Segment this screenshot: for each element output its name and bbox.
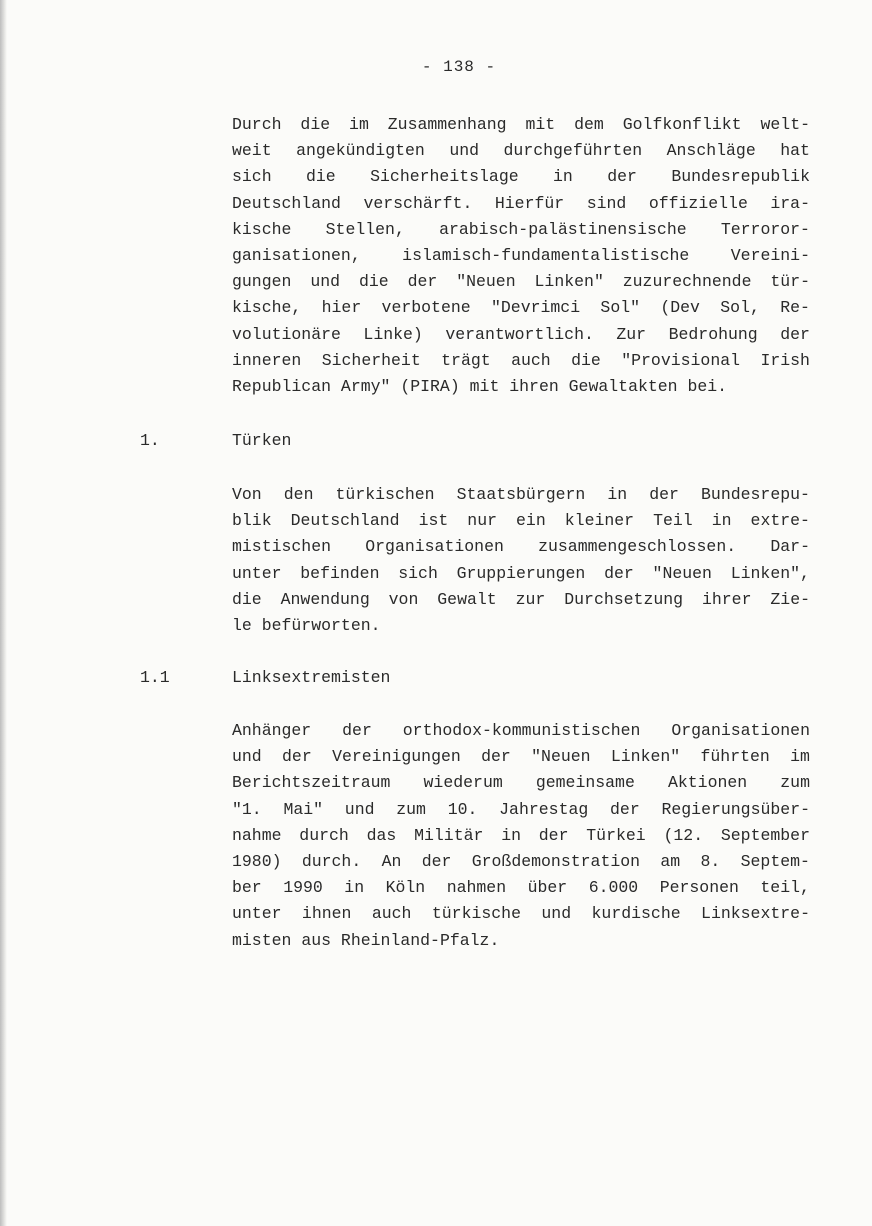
text-line: inneren Sicherheit trägt auch die "Provisional Irish bbox=[232, 350, 810, 370]
text-line: ganisationen, islamisch-fundamentalistische Vereini- bbox=[232, 245, 810, 265]
text-line: volutionäre Linke) verantwortlich. Zur Bedrohung der bbox=[232, 324, 810, 344]
text-line: sich die Sicherheitslage in der Bundesrepublik bbox=[232, 167, 810, 187]
text-line: kische Stellen, arabisch-palästinensische Terroror- bbox=[232, 219, 810, 239]
text-line: nahme durch das Militär in der Türkei (12. September bbox=[232, 825, 810, 845]
subsection-number: 1.1 bbox=[140, 668, 170, 687]
intro-paragraph bbox=[232, 112, 810, 400]
text-line: misten aus Rheinland-Pfalz. bbox=[232, 930, 500, 950]
text-line: ber 1990 in Köln nahmen über 6.000 Personen teil, bbox=[232, 878, 810, 898]
section-paragraph bbox=[232, 482, 810, 639]
text-line: "1. Mai" und zum 10. Jahrestag der Regierungsüber- bbox=[232, 799, 810, 819]
text-line: unter befinden sich Gruppierungen der "Neuen Linken", bbox=[232, 563, 810, 583]
page-number: - 138 - bbox=[421, 58, 497, 76]
text-line: und der Vereinigungen der "Neuen Linken" führten im bbox=[232, 747, 810, 767]
text-line: weit angekündigten und durchgeführten Anschläge hat bbox=[232, 141, 810, 161]
text-line: Republican Army" (PIRA) mit ihren Gewaltakten bei. bbox=[232, 376, 728, 396]
text-line: blik Deutschland ist nur ein kleiner Teil in extre- bbox=[232, 511, 810, 531]
text-line: Von den türkischen Staatsbürgern in der Bundesrepu- bbox=[232, 485, 810, 504]
text-line: die Anwendung von Gewalt zur Durchsetzung ihrer Zie- bbox=[232, 589, 810, 609]
text-line: unter ihnen auch türkische und kurdische Linksextre- bbox=[232, 904, 810, 924]
subsection-paragraph bbox=[232, 718, 810, 954]
section-heading: Türken bbox=[232, 431, 292, 450]
text-line: kische, hier verbotene "Devrimci Sol" (Dev Sol, Re- bbox=[232, 298, 810, 318]
text-line: mistischen Organisationen zusammengeschlossen. Dar- bbox=[232, 537, 810, 557]
text-line: gungen und die der "Neuen Linken" zuzurechnende tür- bbox=[232, 272, 810, 292]
text-line: le befürworten. bbox=[232, 615, 381, 635]
text-line: Durch die im Zusammenhang mit dem Golfkonflikt welt- bbox=[232, 115, 810, 134]
subsection-heading: Linksextremisten bbox=[232, 668, 391, 687]
text-line: Deutschland verschärft. Hierfür sind offizielle ira- bbox=[232, 193, 810, 213]
text-line: Berichtszeitraum wiederum gemeinsame Aktionen zum bbox=[232, 773, 810, 793]
text-line: Anhänger der orthodox-kommunistischen Organisationen bbox=[232, 721, 810, 740]
scan-edge-shadow bbox=[0, 0, 7, 1226]
section-number: 1. bbox=[140, 431, 160, 450]
text-line: 1980) durch. An der Großdemonstration am 8. Septem- bbox=[232, 851, 810, 871]
